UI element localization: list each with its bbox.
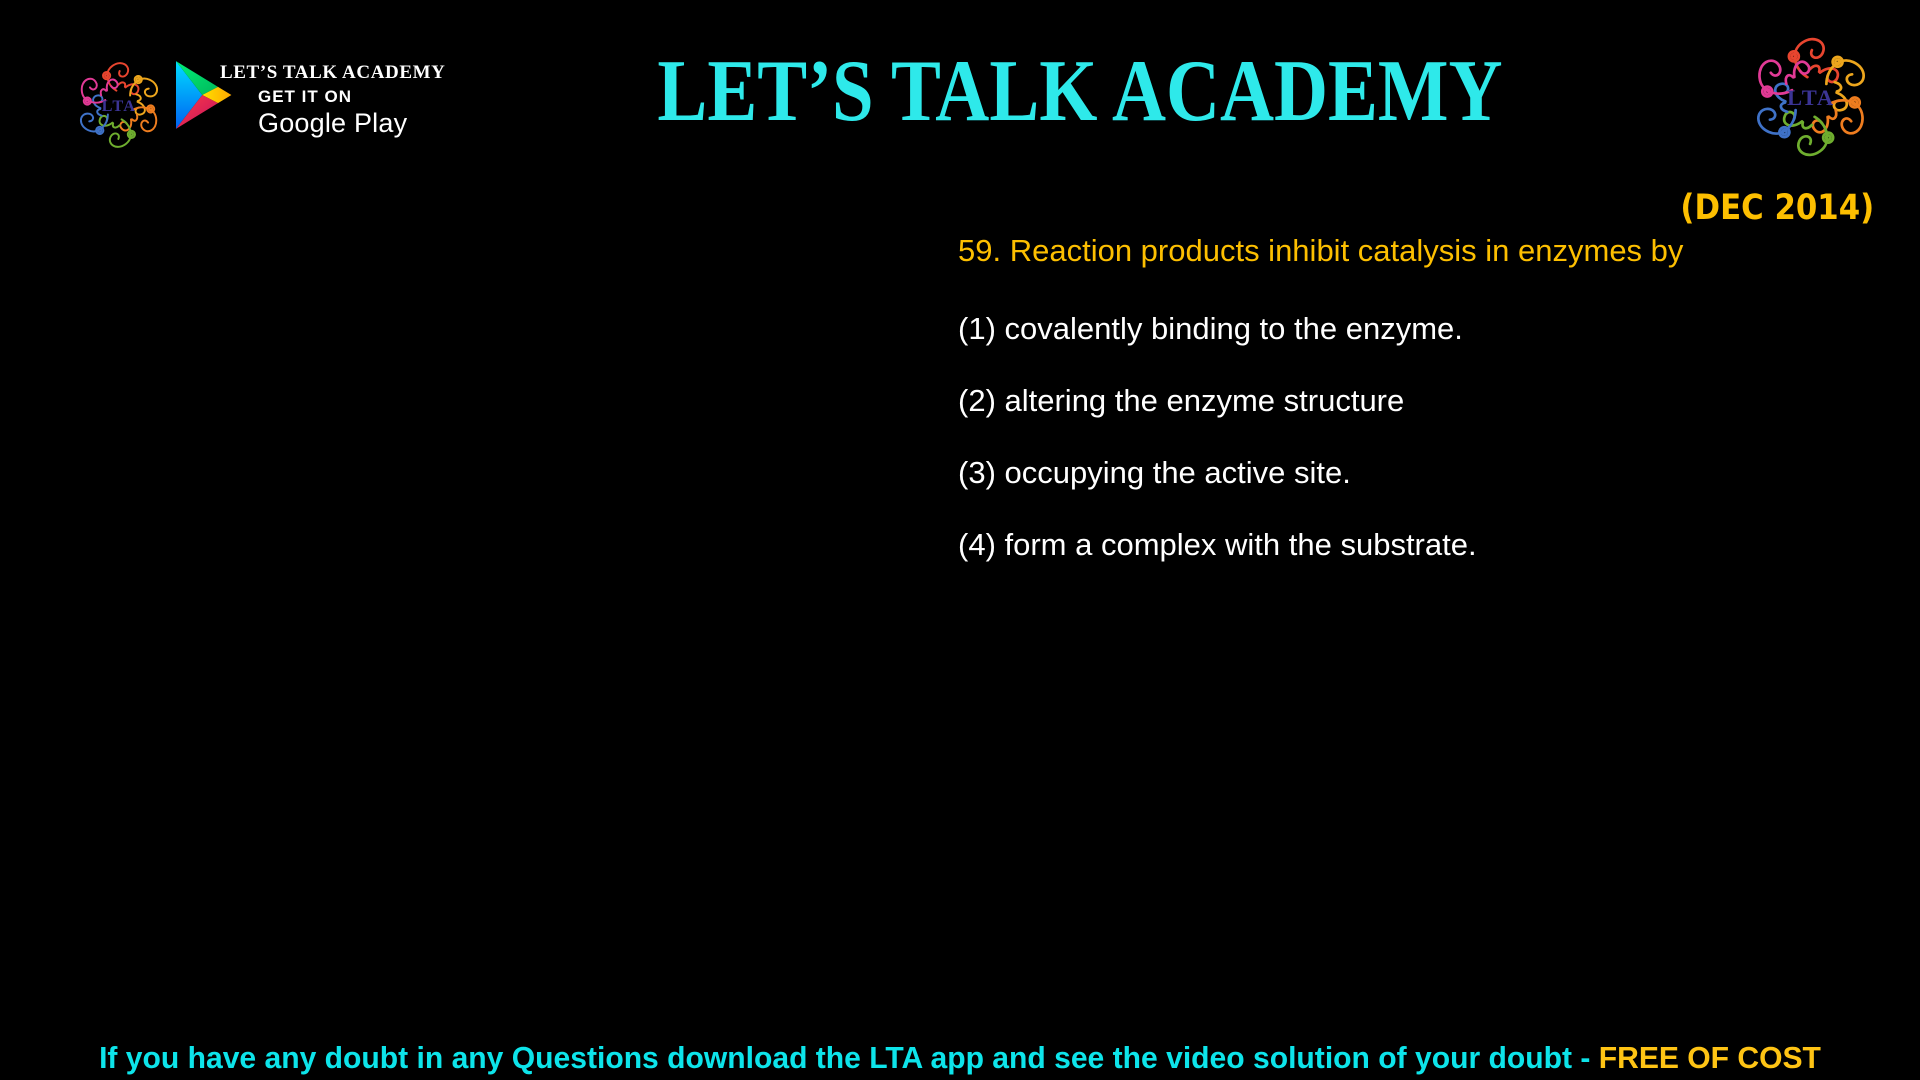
footer-banner <box>29 1040 1891 1076</box>
brand-left <box>72 50 445 152</box>
google-play-badge <box>176 58 445 139</box>
footer-message: If you have any doubt in any Questions download the LTA app and see the video solution of your doubt - <box>99 1040 1591 1075</box>
option-3: (3) occupying the active site. <box>958 455 1351 490</box>
lta-logo-icon-right <box>1746 32 1876 162</box>
question-block <box>958 232 1858 598</box>
option-2: (2) altering the enzyme structure <box>958 383 1405 418</box>
option-4: (4) form a complex with the substrate. <box>958 527 1477 562</box>
option-1: (1) covalently binding to the enzyme. <box>958 311 1463 346</box>
badge-store-name: Google Play <box>258 108 408 138</box>
footer-highlight: FREE OF COST <box>1598 1040 1821 1075</box>
question-text: 59. Reaction products inhibit catalysis in enzymes by <box>958 233 1684 268</box>
badge-get-it-on-label: GET IT ON <box>258 87 352 106</box>
google-play-badge-text <box>220 58 445 139</box>
badge-app-name: LET’S TALK ACADEMY <box>220 62 446 83</box>
exam-date-tag: (DEC 2014) <box>1680 188 1874 228</box>
lta-logo-icon <box>72 58 166 152</box>
page-title: LET’S TALK ACADEMY <box>657 43 1503 140</box>
